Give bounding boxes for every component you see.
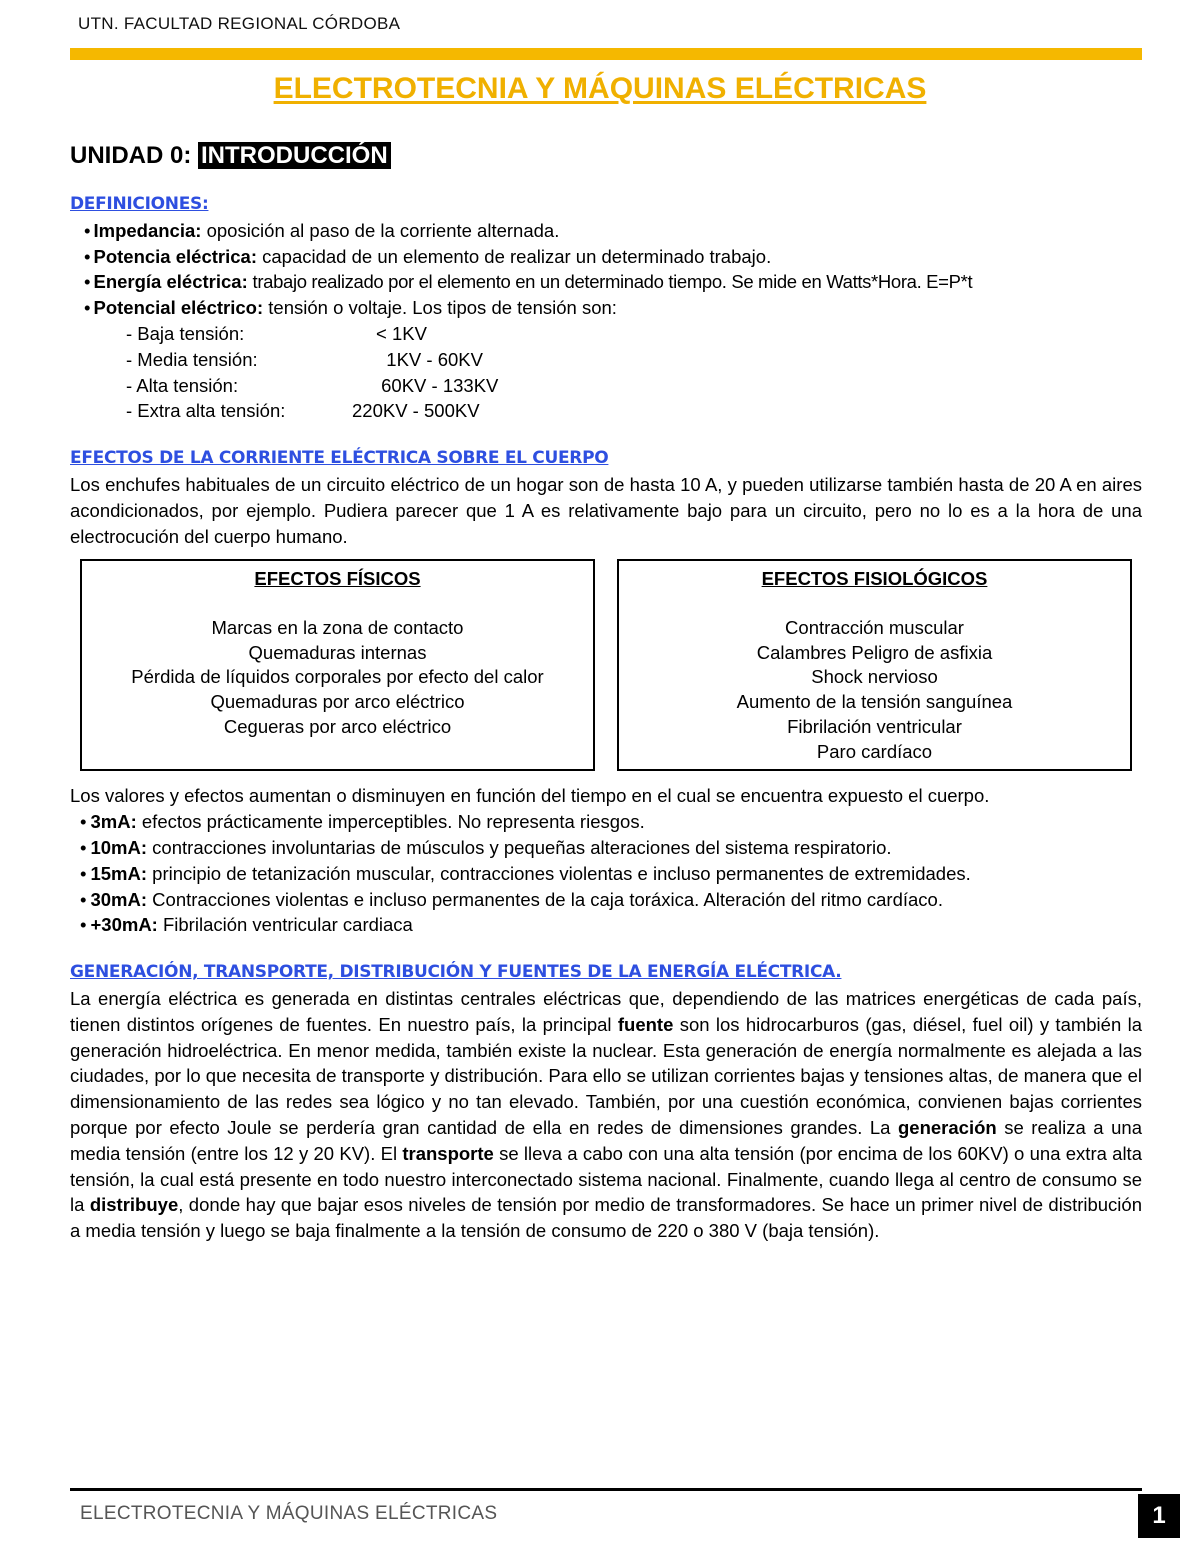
level-label: - Extra alta tensión:	[126, 400, 286, 422]
list-item	[70, 321, 1142, 347]
bold-term: generación	[898, 1116, 997, 1138]
generation-paragraph	[70, 986, 1142, 1244]
level-value: 1KV - 60KV	[376, 348, 483, 370]
current-text: principio de tetanización muscular, contracciones violentas e incluso permanentes de extremidades.	[147, 862, 971, 884]
list-item: Aumento de la tensión sanguínea	[736, 691, 1013, 713]
physiological-effects-box	[617, 559, 1132, 771]
list-item: Quemaduras por arco eléctrico	[210, 691, 465, 713]
bold-term: transporte	[402, 1142, 494, 1164]
page-number: 1	[1138, 1494, 1180, 1538]
list-item: Cegueras por arco eléctrico	[223, 715, 452, 737]
unit-label: UNIDAD 0:	[70, 142, 192, 169]
box-title: EFECTOS FÍSICOS	[254, 568, 421, 590]
current-value: 10mA:	[90, 836, 148, 858]
document-title: ELECTROTECNIA Y MÁQUINAS ELÉCTRICAS	[273, 72, 927, 105]
definitions-heading: DEFINICIONES:	[70, 194, 209, 214]
definition-term: Energía eléctrica:	[93, 271, 248, 293]
definition-term: Impedancia:	[93, 219, 202, 241]
current-value: 3mA:	[90, 811, 137, 833]
effects-heading: EFECTOS DE LA CORRIENTE ELÉCTRICA SOBRE EL CUERPO	[70, 448, 609, 469]
institution-header: UTN. FACULTAD REGIONAL CÓRDOBA	[78, 14, 401, 33]
level-label: - Alta tensión:	[126, 374, 239, 396]
current-text: contracciones involuntarias de músculos y pequeñas alteraciones del sistema respiratorio.	[147, 836, 892, 858]
level-value: < 1KV	[376, 322, 427, 344]
unit-title	[70, 142, 391, 170]
paragraph-text: se lleva a cabo con una alta tensión (por encima de los 60KV) o una extra alta tensión, la cual está presente en todo nuestro interconectado sistema nacional. Finalmente, cuando llega al centro de consumo se la	[70, 1142, 1142, 1216]
definition-text: capacidad de un elemento de realizar un determinado trabajo.	[256, 245, 772, 267]
paragraph-text: son los hidrocarburos (gas, diésel, fuel oil) y también la generación hidroeléctrica. En menor medida, también existe la nuclear. Esta generación de energía normalmente es alejada a las ciudades, por lo que necesita de transporte y distribución. Para ello se utilizan corrientes bajas y tensiones altas, de manera que el dimensionamiento de las redes sea lógico y no tan elevado. También, por una cuestión económica, convienen bajas corrientes porque por efecto Joule se perdería gran cantidad de ella en redes de dimensiones grandes. La	[70, 1013, 1142, 1138]
definition-term: Potencia eléctrica:	[93, 245, 257, 267]
unit-name: INTRODUCCIÓN	[198, 142, 391, 169]
list-item: Quemaduras internas	[248, 641, 427, 663]
list-item: Paro cardíaco	[816, 740, 933, 762]
list-item	[70, 398, 1142, 424]
bold-term: distribuye	[89, 1194, 179, 1216]
list-item	[80, 835, 1142, 861]
physical-effects-box	[80, 559, 595, 771]
current-text: Fibrilación ventricular cardiaca	[157, 914, 413, 936]
bold-term: fuente	[617, 1013, 674, 1035]
current-value: +30mA:	[90, 914, 158, 936]
generation-heading: GENERACIÓN, TRANSPORTE, DISTRIBUCIÓN Y FUENTES DE LA ENERGÍA ELÉCTRICA.	[70, 962, 842, 983]
list-item	[84, 269, 1142, 295]
box-title: EFECTOS FISIOLÓGICOS	[761, 568, 988, 590]
level-label: - Media tensión:	[126, 348, 258, 370]
paragraph-text: , donde hay que bajar esos niveles de tensión por medio de transformadores. Se hace un primer nivel de distribución a media tensión y luego se baja finalmente a la tensión de consumo de 220 o 380 V (baja tensión).	[70, 1194, 1142, 1242]
list-item: Fibrilación ventricular	[787, 715, 962, 737]
definition-text: trabajo realizado por el elemento en un determinado tiempo. Se mide en Watts*Hora. E=P*t	[247, 271, 973, 293]
level-value: 60KV - 133KV	[376, 374, 499, 396]
effects-intro: Los enchufes habituales de un circuito eléctrico de un hogar son de hasta 10 A, y pueden utilizarse también hasta de 20 A en aires acondicionados, por ejemplo. Pudiera parecer que 1 A es relativamente bajo para un circuito, pero no lo es a la hora de una electrocución del cuerpo humano.	[70, 473, 1142, 547]
level-value: 220KV - 500KV	[352, 400, 480, 422]
list-item	[80, 912, 1142, 938]
definition-text: tensión o voltaje. Los tipos de tensión son:	[263, 297, 617, 319]
current-effects-list	[70, 809, 1142, 938]
level-label: - Baja tensión:	[126, 322, 245, 344]
paragraph-text: se realiza a una media tensión (entre los 12 y 20 KV). El	[70, 1116, 1142, 1164]
list-item: Calambres Peligro de asfixia	[756, 641, 993, 663]
definitions-list	[70, 218, 1142, 321]
current-text: Contracciones violentas e incluso permanentes de la caja toráxica. Alteración del ritmo cardíaco.	[147, 888, 943, 910]
current-value: 30mA:	[90, 888, 148, 910]
header-bar	[70, 48, 1142, 60]
list-item	[80, 861, 1142, 887]
footer-title: ELECTROTECNIA Y MÁQUINAS ELÉCTRICAS	[80, 1503, 498, 1524]
current-value: 15mA:	[90, 862, 148, 884]
effects-boxes	[80, 559, 1132, 771]
list-item	[70, 347, 1142, 373]
definition-text: oposición al paso de la corriente alternada.	[201, 219, 560, 241]
list-item	[80, 887, 1142, 913]
current-text: efectos prácticamente imperceptibles. No representa riesgos.	[136, 811, 645, 833]
list-item: Contracción muscular	[785, 617, 964, 639]
time-note: Los valores y efectos aumentan o disminuyen en función del tiempo en el cual se encuentra expuesto el cuerpo.	[70, 785, 990, 807]
list-item	[84, 295, 1142, 321]
definition-term: Potencial eléctrico:	[93, 297, 264, 319]
list-item: Pérdida de líquidos corporales por efecto del calor	[131, 666, 544, 688]
footer-divider	[70, 1488, 1142, 1491]
document-body	[70, 192, 1142, 1244]
list-item	[70, 373, 1142, 399]
list-item	[80, 809, 1142, 835]
list-item: Marcas en la zona de contacto	[211, 617, 464, 639]
list-item	[84, 244, 1142, 270]
list-item	[84, 218, 1142, 244]
paragraph-text: La energía eléctrica es generada en distintas centrales eléctricas que, dependiendo de las matrices energéticas de cada país, tienen distintos orígenes de fuentes. En nuestro país, la principal	[70, 987, 1142, 1035]
list-item: Shock nervioso	[811, 666, 938, 688]
voltage-levels	[70, 321, 1142, 424]
